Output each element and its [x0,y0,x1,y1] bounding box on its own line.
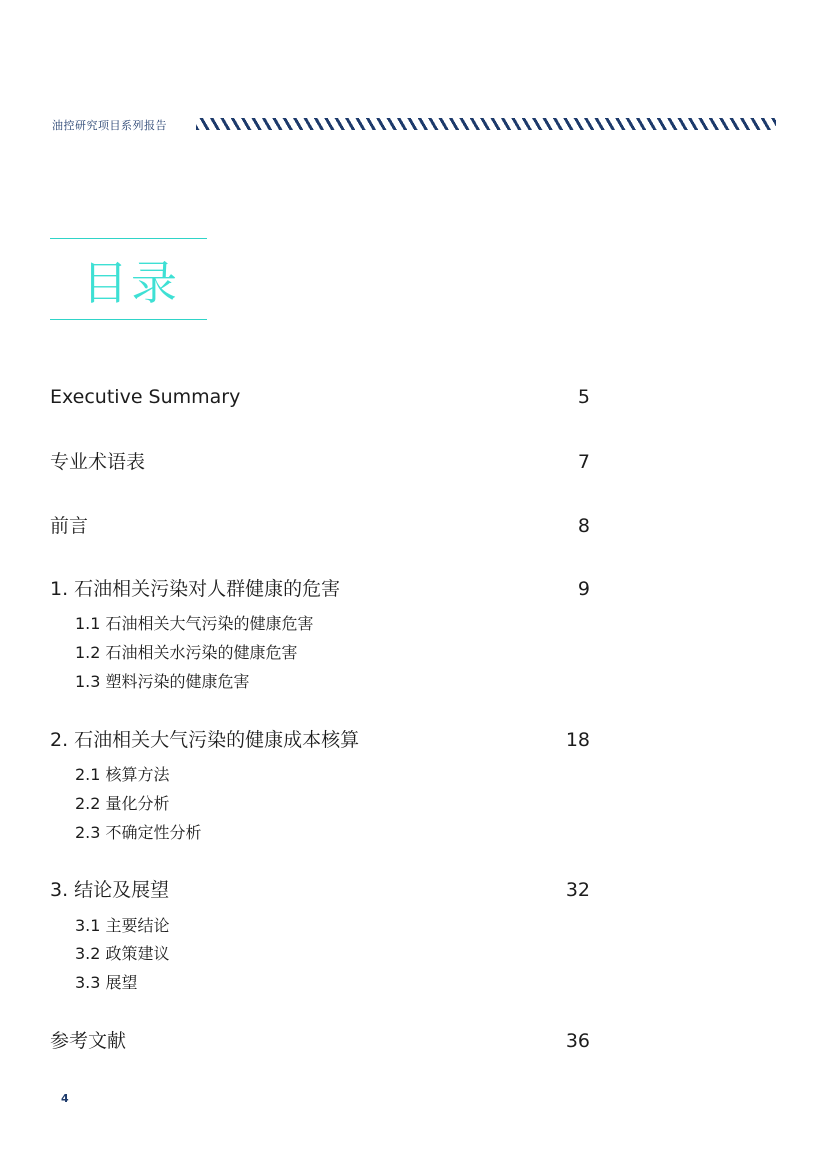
toc-entry-label: 前言 [50,515,89,537]
toc-subentry-1-1[interactable]: 1.1 石油相关大气污染的健康危害 [75,614,314,633]
toc-entry-label: 3. 结论及展望 [50,879,170,901]
toc-entry-page: 36 [565,1030,590,1052]
toc-entry-page: 8 [577,515,590,537]
page-number: 4 [61,1092,69,1105]
toc-subentry-3-3[interactable]: 3.3 展望 [75,973,138,992]
toc-subentry-2-2[interactable]: 2.2 量化分析 [75,794,170,813]
toc-entry-page: 18 [565,729,590,751]
toc-entry-page: 32 [565,879,590,901]
toc-subentry-1-2[interactable]: 1.2 石油相关水污染的健康危害 [75,643,298,662]
page-title: 目录 [82,256,180,310]
toc-entry-label: 参考文献 [50,1030,127,1052]
toc-subentry-1-3[interactable]: 1.3 塑料污染的健康危害 [75,672,250,691]
toc-entry-label: Executive Summary [50,386,241,408]
toc-subentry-3-1[interactable]: 3.1 主要结论 [75,916,170,935]
header-series-label: 油控研究项目系列报告 [52,119,167,132]
toc-subentry-2-1[interactable]: 2.1 核算方法 [75,765,170,784]
toc-entry-label: 1. 石油相关污染对人群健康的危害 [50,578,341,600]
toc-entry-label: 2. 石油相关大气污染的健康成本核算 [50,729,360,751]
toc-subentry-3-2[interactable]: 3.2 政策建议 [75,944,170,963]
toc-subentry-2-3[interactable]: 2.3 不确定性分析 [75,823,202,842]
toc-entry-page: 7 [577,451,590,473]
toc-entry-page: 5 [577,386,590,408]
header-hatch-divider [196,118,776,130]
toc-entry-label: 专业术语表 [50,451,146,473]
toc-entry-page: 9 [577,578,590,600]
